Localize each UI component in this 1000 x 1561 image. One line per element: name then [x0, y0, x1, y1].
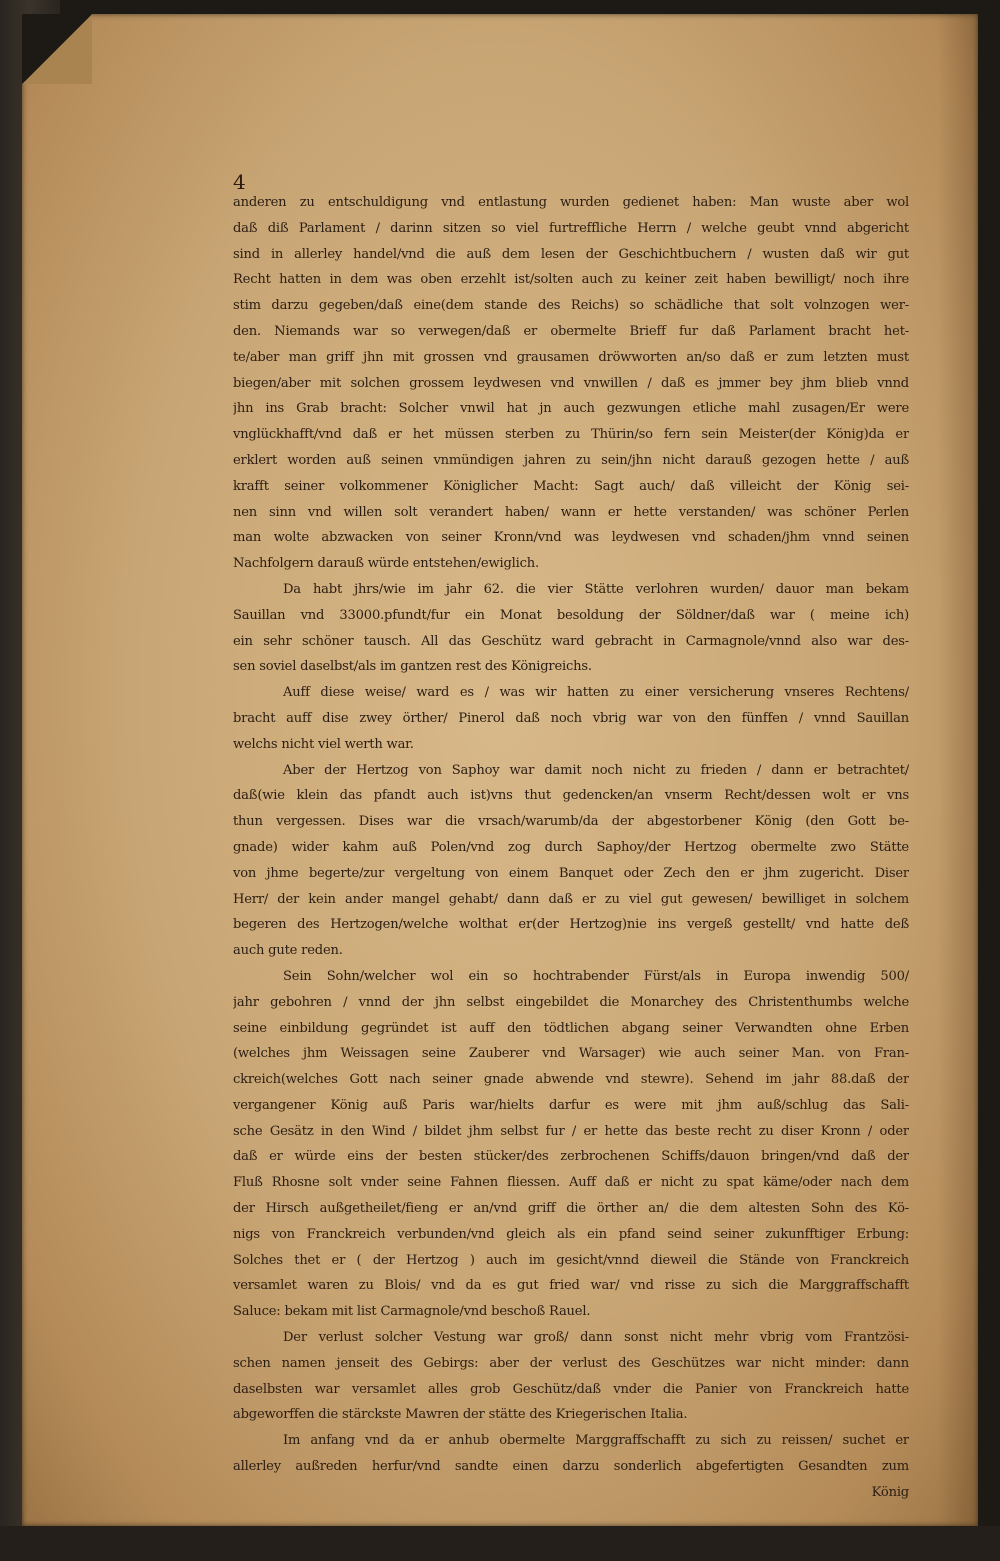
text-line: versamlet waren zu Blois/ vnd da es gut fried war/ vnd risse zu sich die Marggraffschafft	[233, 1278, 909, 1294]
text-line: Solches thet er ( der Hertzog ) auch im gesicht/vnnd dieweil die Stände von Franckreich	[233, 1252, 909, 1268]
text-line: auch gute reden.	[233, 943, 343, 959]
text-line: anderen zu entschuldigung vnd entlastung wurden gedienet haben: Man wuste aber wol	[233, 195, 909, 210]
text-line: daselbsten war versamlet alles grob Geschütz/daß vnder die Panier von Franckreich hatte	[233, 1381, 909, 1397]
scan-bottom-border	[0, 1526, 1000, 1561]
text-line: jhn ins Grab bracht: Solcher vnwil hat jn auch gezwungen etliche mahl zusagen/Er were	[233, 401, 909, 417]
text-line: Auff diese weise/ ward es / was wir hatten zu einer versicherung vnseres Rechtens/	[283, 685, 909, 701]
text-line: biegen/aber mit solchen grossem leydwesen vnd vnwillen / daß es jmmer bey jhm blieb vnnd	[233, 375, 909, 391]
text-line: man wolte abzwacken von seiner Kronn/vnd was leydwesen vnd schaden/jhm vnnd seinen	[233, 530, 909, 546]
text-line: welchs nicht viel werth war.	[233, 736, 414, 752]
text-line: schen namen jenseit des Gebirgs: aber der verlust des Geschützes war nicht minder: dann	[233, 1355, 909, 1371]
text-line: stim darzu gegeben/daß eine(dem stande des Reichs) so schädliche that solt volnzogen wer-	[233, 298, 909, 314]
text-line: (welches jhm Weissagen seine Zauberer vnd Warsager) wie auch seiner Man. von Fran-	[233, 1046, 909, 1062]
text-line: Fluß Rhosne solt vnder seine Fahnen fliessen. Auff daß er nicht zu spat käme/oder nach dem	[233, 1175, 909, 1191]
text-line: te/aber man griff jhn mit grossen vnd grausamen dröwworten an/so daß er zum letzten must	[233, 349, 909, 365]
text-line: vnglückhafft/vnd daß er het müssen sterben zu Thürin/so fern sein Meister(der König)da er	[233, 427, 909, 443]
text-line: Recht hatten in dem was oben erzehlt ist/solten auch zu keiner zeit haben bewilligt/ noch ihre	[233, 272, 909, 288]
page-number: 4	[233, 170, 246, 194]
text-line: begeren des Hertzogen/welche wolthat er(der Hertzog)nie ins vergeß gestellt/ vnd hatte deß	[233, 917, 909, 933]
text-line: Nachfolgern darauß würde entstehen/ewiglich.	[233, 556, 539, 572]
text-line: Sein Sohn/welcher wol ein so hochtrabender Fürst/als in Europa inwendig 500/	[283, 968, 909, 984]
text-line: Da habt jhrs/wie im jahr 62. die vier Stätte verlohren wurden/ dauor man bekam	[283, 581, 909, 597]
text-line: sche Gesätz in den Wind / bildet jhm selbst fur / er hette das beste recht zu diser Kronn / oder	[233, 1123, 909, 1139]
text-line: krafft seiner volkommener Königlicher Macht: Sagt auch/ daß villeicht der König sei-	[233, 478, 909, 494]
text-line: erklert worden auß seinen vnmündigen jahren zu sein/jhn nicht darauß gezogen hette / auß	[233, 452, 909, 468]
text-line: ein sehr schöner tausch. All das Geschütz ward gebracht in Carmagnole/vnnd also war des-	[233, 633, 909, 649]
text-line: seine einbildung gegründet ist auff den tödtlichen abgang seiner Verwandten ohne Erben	[233, 1020, 909, 1036]
text-line: daß diß Parlament / darinn sitzen so viel furtreffliche Herrn / welche geubt vnnd abgericht	[233, 220, 909, 236]
text-line: thun vergessen. Dises war die vrsach/warumb/da der abgestorbener König (den Gott be-	[233, 814, 909, 830]
text-line: der Hirsch außgetheilet/fieng er an/vnd griff die örther an/ die dem altesten Sohn des Kö-	[233, 1201, 909, 1217]
text-line: Der verlust solcher Vestung war groß/ dann sonst nicht mehr vbrig vom Frantzösi-	[283, 1330, 909, 1346]
text-line: Sauillan vnd 33000.pfundt/fur ein Monat besoldung der Söldner/daß war ( meine ich)	[233, 607, 909, 623]
text-line: bracht auff dise zwey örther/ Pinerol daß noch vbrig war von den fünffen / vnnd Sauillan	[233, 710, 909, 726]
text-line: nen sinn vnd willen solt verandert haben/ wann er hette verstanden/ was schöner Perlen	[233, 504, 909, 520]
text-line: jahr gebohren / vnnd der jhn selbst eingebildet die Monarchey des Christenthumbs welche	[233, 994, 909, 1010]
text-line: Saluce: bekam mit list Carmagnole/vnd beschoß Rauel.	[233, 1304, 591, 1320]
text-line: sen soviel daselbst/als im gantzen rest des Königreichs.	[233, 659, 592, 675]
text-line: abgeworffen die stärckste Mawren der stätte des Kriegerischen Italia.	[233, 1407, 688, 1423]
text-line: nigs von Franckreich verbunden/vnd gleich als ein pfand seind seiner zukunfftiger Erbung:	[233, 1226, 909, 1242]
text-line: gnade) wider kahm auß Polen/vnd zog durch Saphoy/der Hertzog obermelte zwo Stätte	[233, 839, 909, 855]
text-line: von jhme begerte/zur vergeltung von einem Banquet oder Zech den er jhm zugericht. Diser	[233, 865, 909, 881]
text-line: sind in allerley handel/vnd die auß dem lesen der Geschichtbuchern / wusten daß wir gut	[233, 246, 909, 262]
text-line: Herr/ der kein ander mangel gehabt/ dann daß er zu viel gut gewesen/ bewilliget in solchem	[233, 891, 909, 907]
text-line: allerley außreden herfur/vnd sandte einen darzu sonderlich abgefertigten Gesandten zum	[233, 1459, 909, 1475]
catchword: König	[871, 1484, 909, 1500]
text-line: den. Niemands war so verwegen/daß er obermelte Brieff fur daß Parlament bracht het-	[233, 323, 909, 339]
text-line: ckreich(welches Gott nach seiner gnade abwende vnd stewre). Sehend im jahr 88.daß der	[233, 1072, 909, 1088]
text-line: daß er würde eins der besten stücker/des zerbrochenen Schiffs/dauon bringen/vnd daß der	[233, 1149, 909, 1165]
text-line: vergangener König auß Paris war/hielts darfur es were mit jhm auß/schlug das Sali-	[233, 1097, 909, 1113]
text-line: daß(wie klein das pfandt auch ist)vns thut gedencken/an vnserm Recht/dessen wolt er vns	[233, 788, 909, 804]
text-line: Aber der Hertzog von Saphoy war damit noch nicht zu frieden / dann er betrachtet/	[283, 762, 909, 778]
text-line: Im anfang vnd da er anhub obermelte Marggraffschafft zu sich zu reissen/ suchet er	[283, 1433, 909, 1449]
body-text	[233, 190, 909, 1506]
